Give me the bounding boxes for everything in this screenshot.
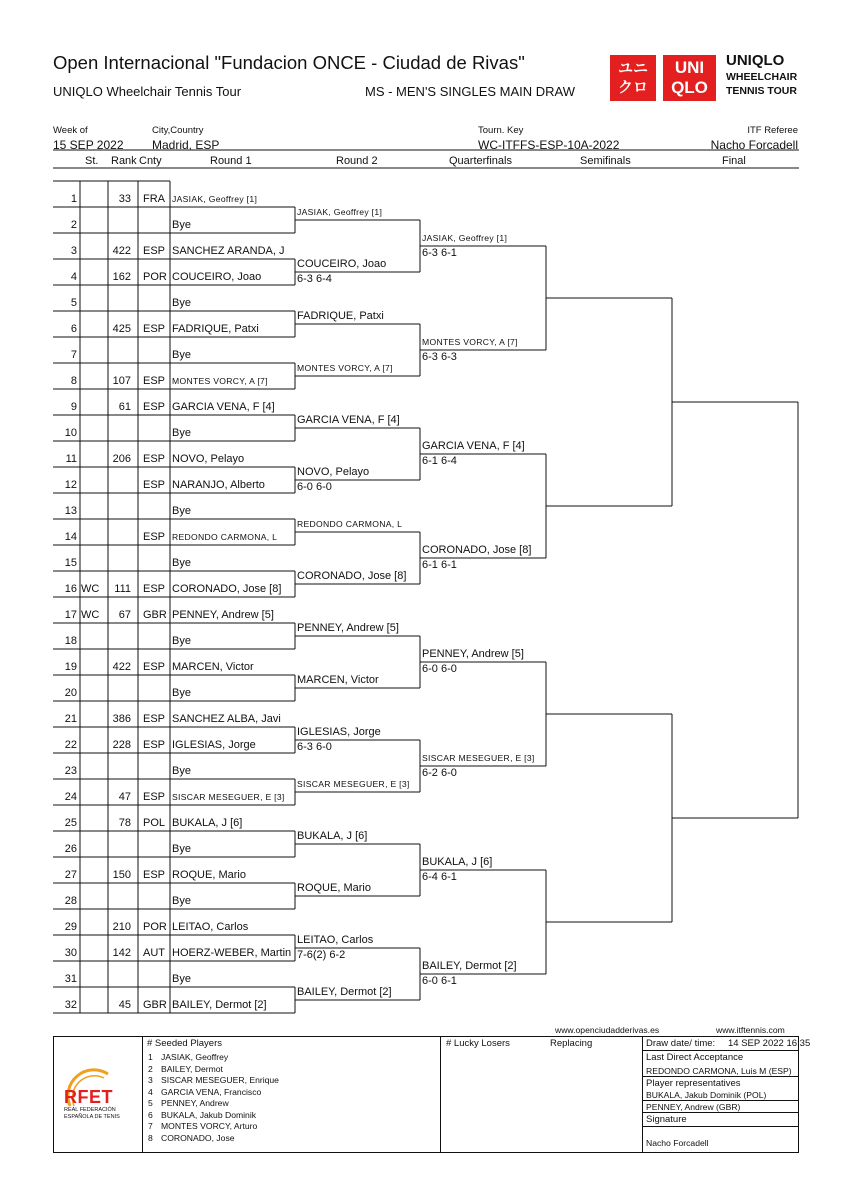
draw-rank: 47 xyxy=(118,791,131,803)
draw-player-name: JASIAK, Geoffrey [1] xyxy=(172,194,258,204)
draw-position: 11 xyxy=(65,453,77,465)
draw-position: 28 xyxy=(64,895,77,907)
draw-rank: 425 xyxy=(112,323,131,335)
key-label: Tourn. Key xyxy=(478,125,524,136)
lda-label: Last Direct Acceptance xyxy=(646,1052,744,1063)
draw-position: 4 xyxy=(70,271,77,283)
draw-position: 13 xyxy=(64,505,77,517)
draw-country: GBR xyxy=(143,999,167,1011)
draw-country: ESP xyxy=(143,739,166,751)
quarterfinal-score: 6-2 6-0 xyxy=(422,767,457,779)
draw-player-name: Bye xyxy=(172,219,191,231)
draw-position: 8 xyxy=(70,375,77,387)
round2-player-name: LEITAO, Carlos xyxy=(297,934,374,946)
rep-label: Player representatives xyxy=(646,1078,741,1089)
draw-rank: 386 xyxy=(112,713,131,725)
col-semifinals: Semifinals xyxy=(580,155,631,167)
draw-player-name: SANCHEZ ALBA, Javi xyxy=(172,713,281,725)
seed-player-name: BUKALA, Jakub Dominik xyxy=(161,1109,257,1120)
draw-player-name: COUCEIRO, Joao xyxy=(172,271,262,283)
website-tournament[interactable]: www.openciudadderivas.es xyxy=(555,1025,660,1035)
draw-rank: 45 xyxy=(118,999,131,1011)
draw-player-name: SANCHEZ ARANDA, J xyxy=(172,245,285,257)
event-name: MS - MEN'S SINGLES MAIN DRAW xyxy=(365,84,576,99)
uniqlo-katakana-top: ユニ xyxy=(617,60,648,77)
website-itf[interactable]: www.itftennis.com xyxy=(716,1025,785,1035)
draw-player-name: Bye xyxy=(172,765,191,777)
draw-player-name: NARANJO, Alberto xyxy=(172,479,265,491)
col-round2: Round 2 xyxy=(336,155,378,167)
round2-score: 6-3 6-4 xyxy=(297,273,332,285)
footer-rule-2 xyxy=(642,1076,799,1077)
city-label: City,Country xyxy=(152,125,204,136)
draw-position: 22 xyxy=(64,739,77,751)
draw-country: ESP xyxy=(143,245,166,257)
tennis-tour-label: TENNIS TOUR xyxy=(726,85,797,97)
draw-player-name: LEITAO, Carlos xyxy=(172,921,249,933)
draw-position: 9 xyxy=(70,401,77,413)
seed-player-name: SISCAR MESEGUER, Enrique xyxy=(161,1075,279,1085)
signature-value: Nacho Forcadell xyxy=(646,1138,709,1148)
draw-position: 30 xyxy=(64,947,77,959)
key-value: WC-ITFFS-ESP-10A-2022 xyxy=(478,138,620,152)
seed-player-name: GARCIA VENA, Francisco xyxy=(161,1086,262,1097)
quarterfinal-player-name: BAILEY, Dermot [2] xyxy=(422,960,517,972)
draw-country: FRA xyxy=(143,193,165,205)
tour-name: UNIQLO Wheelchair Tennis Tour xyxy=(53,84,242,99)
draw-position: 25 xyxy=(64,817,77,829)
draw-position: 7 xyxy=(70,349,77,361)
round2-player-name: MARCEN, Victor xyxy=(297,674,379,686)
round2-player-name: FADRIQUE, Patxi xyxy=(297,310,384,322)
draw-position: 21 xyxy=(64,713,77,725)
seed-number: 6 xyxy=(148,1109,153,1120)
rfet-line-2: ESPAÑOLA DE TENIS xyxy=(64,1114,120,1120)
draw-country: ESP xyxy=(143,401,166,413)
draw-rank: 206 xyxy=(112,453,131,465)
draw-player-name: MARCEN, Victor xyxy=(172,661,254,673)
quarterfinal-score: 6-0 6-1 xyxy=(422,975,457,987)
round2-score: 6-0 6-0 xyxy=(297,481,332,493)
draw-country: ESP xyxy=(143,375,166,387)
draw-rank: 107 xyxy=(112,375,131,387)
seed-player-name: PENNEY, Andrew xyxy=(161,1098,229,1108)
seed-player-name: CORONADO, Jose xyxy=(161,1132,235,1143)
draw-date-value: 14 SEP 2022 16:35 xyxy=(728,1038,811,1049)
tournament-title: Open Internacional "Fundacion ONCE - Ciudad de Rivas" xyxy=(53,52,525,73)
draw-position: 23 xyxy=(64,765,77,777)
seed-number: 8 xyxy=(148,1132,153,1143)
draw-position: 5 xyxy=(70,297,77,309)
quarterfinal-score: 6-3 6-1 xyxy=(422,247,457,259)
draw-player-name: ROQUE, Mario xyxy=(172,869,246,881)
round2-player-name: MONTES VORCY, A [7] xyxy=(297,363,393,373)
footer-rule-1 xyxy=(642,1050,799,1051)
draw-position: 26 xyxy=(64,843,77,855)
draw-position: 17 xyxy=(64,609,77,621)
quarterfinal-score: 6-4 6-1 xyxy=(422,871,457,883)
draw-rank: 33 xyxy=(118,193,131,205)
draw-rank: 78 xyxy=(118,817,131,829)
draw-player-name: Bye xyxy=(172,843,191,855)
draw-position: 29 xyxy=(64,921,77,933)
replacing-title: Replacing xyxy=(550,1038,593,1049)
seeded-title: # Seeded Players xyxy=(147,1038,222,1049)
draw-country: GBR xyxy=(143,609,167,621)
rep-1: BUKALA, Jakub Dominik (POL) xyxy=(646,1090,767,1100)
draw-player-name: Bye xyxy=(172,687,191,699)
draw-country: ESP xyxy=(143,531,166,543)
draw-country: POL xyxy=(143,817,166,829)
draw-player-name: BUKALA, J [6] xyxy=(172,817,243,829)
footer-divider-2 xyxy=(440,1036,441,1153)
draw-player-name: Bye xyxy=(172,635,191,647)
quarterfinal-player-name: MONTES VORCY, A [7] xyxy=(422,337,518,347)
draw-player-name: MONTES VORCY, A [7] xyxy=(172,376,268,386)
draw-player-name: Bye xyxy=(172,349,191,361)
quarterfinal-score: 6-1 6-1 xyxy=(422,559,457,571)
round2-player-name: NOVO, Pelayo xyxy=(297,466,370,478)
draw-country: ESP xyxy=(143,479,166,491)
round2-player-name: CORONADO, Jose [8] xyxy=(297,570,407,582)
draw-player-name: GARCIA VENA, F [4] xyxy=(172,401,275,413)
seed-player-name: JASIAK, Geoffrey xyxy=(161,1052,229,1062)
round2-player-name: ROQUE, Mario xyxy=(297,882,371,894)
signature-label: Signature xyxy=(646,1114,687,1125)
uniqlo-brand: UNIQLO xyxy=(726,52,785,69)
round2-score: 6-3 6-0 xyxy=(297,741,332,753)
draw-position: 3 xyxy=(70,245,77,257)
col-quarterfinals: Quarterfinals xyxy=(449,155,512,167)
footer-rule-4 xyxy=(642,1112,799,1113)
quarterfinal-score: 6-0 6-0 xyxy=(422,663,457,675)
quarterfinal-player-name: CORONADO, Jose [8] xyxy=(422,544,532,556)
draw-country: ESP xyxy=(143,583,166,595)
referee-label: ITF Referee xyxy=(747,125,798,136)
uniqlo-tile-bottom: QLO xyxy=(671,78,708,97)
round2-player-name: PENNEY, Andrew [5] xyxy=(297,622,399,634)
draw-country: ESP xyxy=(143,661,166,673)
draw-position: 27 xyxy=(64,869,77,881)
draw-rank: 422 xyxy=(112,661,131,673)
draw-player-name: Bye xyxy=(172,427,191,439)
draw-position: 14 xyxy=(64,531,77,543)
footer-divider-3 xyxy=(642,1036,643,1153)
draw-rank: 228 xyxy=(112,739,131,751)
draw-player-name: FADRIQUE, Patxi xyxy=(172,323,259,335)
wheelchair-label: WHEELCHAIR xyxy=(726,71,798,83)
draw-position: 31 xyxy=(64,973,77,985)
draw-position: 2 xyxy=(70,219,77,231)
quarterfinal-player-name: SISCAR MESEGUER, E [3] xyxy=(422,753,535,763)
city-value: Madrid, ESP xyxy=(152,138,220,152)
week-value: 15 SEP 2022 xyxy=(53,138,124,152)
draw-player-name: Bye xyxy=(172,973,191,985)
draw-rank: 150 xyxy=(112,869,131,881)
quarterfinal-score: 6-1 6-4 xyxy=(422,455,457,467)
quarterfinal-score: 6-3 6-3 xyxy=(422,351,457,363)
draw-position: 19 xyxy=(64,661,77,673)
uniqlo-tile-top: UNI xyxy=(674,58,705,77)
draw-date-label: Draw date/ time: xyxy=(646,1038,716,1049)
lucky-losers-title: # Lucky Losers xyxy=(446,1038,510,1049)
round2-player-name: REDONDO CARMONA, L xyxy=(297,519,403,529)
draw-country: AUT xyxy=(143,947,165,959)
draw-status: WC xyxy=(81,609,100,621)
seed-number: 5 xyxy=(148,1098,153,1108)
draw-position: 6 xyxy=(70,323,77,335)
draw-country: POR xyxy=(143,271,167,283)
uniqlo-katakana-bottom: クロ xyxy=(617,79,648,96)
quarterfinal-player-name: JASIAK, Geoffrey [1] xyxy=(422,233,508,243)
draw-position: 12 xyxy=(64,479,77,491)
draw-position: 1 xyxy=(70,193,77,205)
seed-player-name: BAILEY, Dermot xyxy=(161,1063,223,1074)
col-rank: Rank xyxy=(111,155,137,167)
footer-rule-5 xyxy=(642,1126,799,1127)
round2-player-name: GARCIA VENA, F [4] xyxy=(297,414,400,426)
quarterfinal-player-name: BUKALA, J [6] xyxy=(422,856,493,868)
rfet-line-1: REAL FEDERACIÓN xyxy=(64,1107,116,1113)
round2-player-name: JASIAK, Geoffrey [1] xyxy=(297,207,383,217)
draw-rank: 111 xyxy=(114,583,131,595)
draw-player-name: PENNEY, Andrew [5] xyxy=(172,609,274,621)
round2-player-name: COUCEIRO, Joao xyxy=(297,258,387,270)
draw-player-name: HOERZ-WEBER, Martin xyxy=(172,947,292,959)
col-round1: Round 1 xyxy=(210,155,252,167)
col-cnty: Cnty xyxy=(139,155,162,167)
referee-value: Nacho Forcadell xyxy=(710,138,798,152)
draw-player-name: SISCAR MESEGUER, E [3] xyxy=(172,792,285,802)
draw-player-name: NOVO, Pelayo xyxy=(172,453,245,465)
footer-rule-3 xyxy=(642,1100,799,1101)
draw-player-name: Bye xyxy=(172,895,191,907)
draw-position: 15 xyxy=(64,557,77,569)
round2-player-name: BUKALA, J [6] xyxy=(297,830,368,842)
seed-number: 4 xyxy=(148,1086,153,1097)
draw-position: 16 xyxy=(64,583,77,595)
draw-rank: 422 xyxy=(112,245,131,257)
round2-score: 7-6(2) 6-2 xyxy=(297,949,346,961)
draw-country: ESP xyxy=(143,713,166,725)
draw-rank: 210 xyxy=(112,921,131,933)
draw-position: 20 xyxy=(64,687,77,699)
draw-player-name: Bye xyxy=(172,557,191,569)
draw-position: 10 xyxy=(64,427,77,439)
rfet-wordmark: RFET xyxy=(64,1087,113,1107)
draw-player-name: CORONADO, Jose [8] xyxy=(172,583,282,595)
footer-divider-1 xyxy=(142,1036,143,1153)
seed-number: 3 xyxy=(148,1075,153,1085)
draw-rank: 142 xyxy=(112,947,131,959)
draw-status: WC xyxy=(81,583,100,595)
draw-rank: 67 xyxy=(118,609,131,621)
draw-player-name: REDONDO CARMONA, L xyxy=(172,532,278,542)
col-final: Final xyxy=(722,155,746,167)
draw-country: ESP xyxy=(143,323,166,335)
draw-position: 32 xyxy=(64,999,77,1011)
col-st: St. xyxy=(85,155,99,167)
seed-number: 1 xyxy=(148,1052,153,1062)
week-label: Week of xyxy=(53,125,88,136)
draw-rank: 162 xyxy=(112,271,131,283)
round2-player-name: SISCAR MESEGUER, E [3] xyxy=(297,779,410,789)
lda-value: REDONDO CARMONA, Luis M (ESP) xyxy=(646,1066,792,1076)
rep-2: PENNEY, Andrew (GBR) xyxy=(646,1102,741,1112)
draw-country: ESP xyxy=(143,453,166,465)
draw-position: 24 xyxy=(64,791,77,803)
draw-country: ESP xyxy=(143,869,166,881)
seed-number: 2 xyxy=(148,1063,153,1074)
quarterfinal-player-name: PENNEY, Andrew [5] xyxy=(422,648,524,660)
round2-player-name: IGLESIAS, Jorge xyxy=(297,726,381,738)
seed-player-name: MONTES VORCY, Arturo xyxy=(161,1121,258,1131)
draw-country: ESP xyxy=(143,791,166,803)
draw-country: POR xyxy=(143,921,167,933)
draw-position: 18 xyxy=(64,635,77,647)
round2-player-name: BAILEY, Dermot [2] xyxy=(297,986,392,998)
draw-player-name: BAILEY, Dermot [2] xyxy=(172,999,267,1011)
draw-player-name: IGLESIAS, Jorge xyxy=(172,739,256,751)
seed-number: 7 xyxy=(148,1121,153,1131)
quarterfinal-player-name: GARCIA VENA, F [4] xyxy=(422,440,525,452)
draw-player-name: Bye xyxy=(172,297,191,309)
draw-rank: 61 xyxy=(118,401,131,413)
draw-player-name: Bye xyxy=(172,505,191,517)
